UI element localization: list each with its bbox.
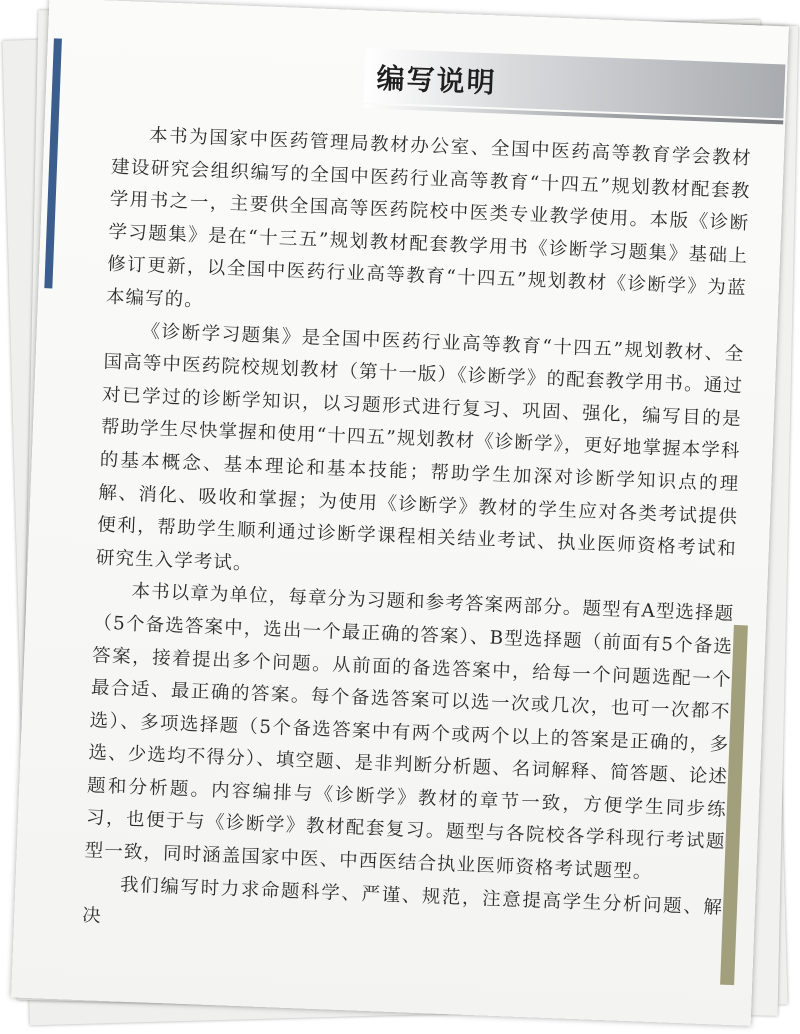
paragraph: 本书以章为单位，每章分为习题和参考答案两部分。题型有A型选择题（5个备选答案中，选出一个最正确的答案）、B型选择题（前面有5个备选答案，接着提出多个问题。从前面的备选答案中，给每一个问题选配一个最合适、最正确的答案。每个备选答案可以选一次或几次，也可一次都不选）、多项选择题（5个备选答案中有两个或两个以上的答案是正确的，多选、少选均不得分）、填空题、是非判断分析题、名词解释、简答题、论述题和分析题。内容编排与《诊断学》教材的章节一致，方便学生同步练习，也便于与《诊断学》教材配套复习。题型与各院校各学科现行考试题型一致，同时涵盖国家中医、中西医结合执业医师资格考试题型。 [84,581,735,884]
paragraph: 《诊断学习题集》是全国中医药行业高等教育“十四五”规划教材、全国高等中医药院校规划教材（第十一版）《诊断学》的配套教学用书。通过对已学过的诊断学知识，以习题形式进行复习、巩固、强化，编写目的是帮助学生尽快掌握和使用“十四五”规划教材《诊断学》，更好地掌握本学科的基本概念、基本理论和基本技能；帮助学生加深对诊断学知识点的理解、消化、吸收和掌握；为使用《诊断学》教材的学生应对各类考试提供便利，帮助学生顺利通过诊断学课程相关结业考试、执业医师资格考试和研究生入学考试。 [95,320,745,575]
paragraph: 我们编写时力求命题科学、严谨、规范，注意提高学生分析问题、解决 [81,874,724,928]
page-title: 编写说明 [375,61,498,100]
heading-banner [364,48,786,118]
page-edge-strip [44,38,62,288]
body-text [82,119,753,958]
paragraph: 本书为国家中医药管理局教材办公室、全国中医药高等教育学会教材建设研究会组织编写的全国中医药行业高等教育“十四五”规划教材配套教学用书之一，主要供全国高等医药院校中医类专业教学使用。本版《诊断学习题集》是在“十三五”规划教材配套教学用书《诊断学习题集》基础上修订更新，以全国中医药行业高等教育“十四五”规划教材《诊断学》为蓝本编写的。 [105,125,753,312]
book-page [11,0,789,1026]
